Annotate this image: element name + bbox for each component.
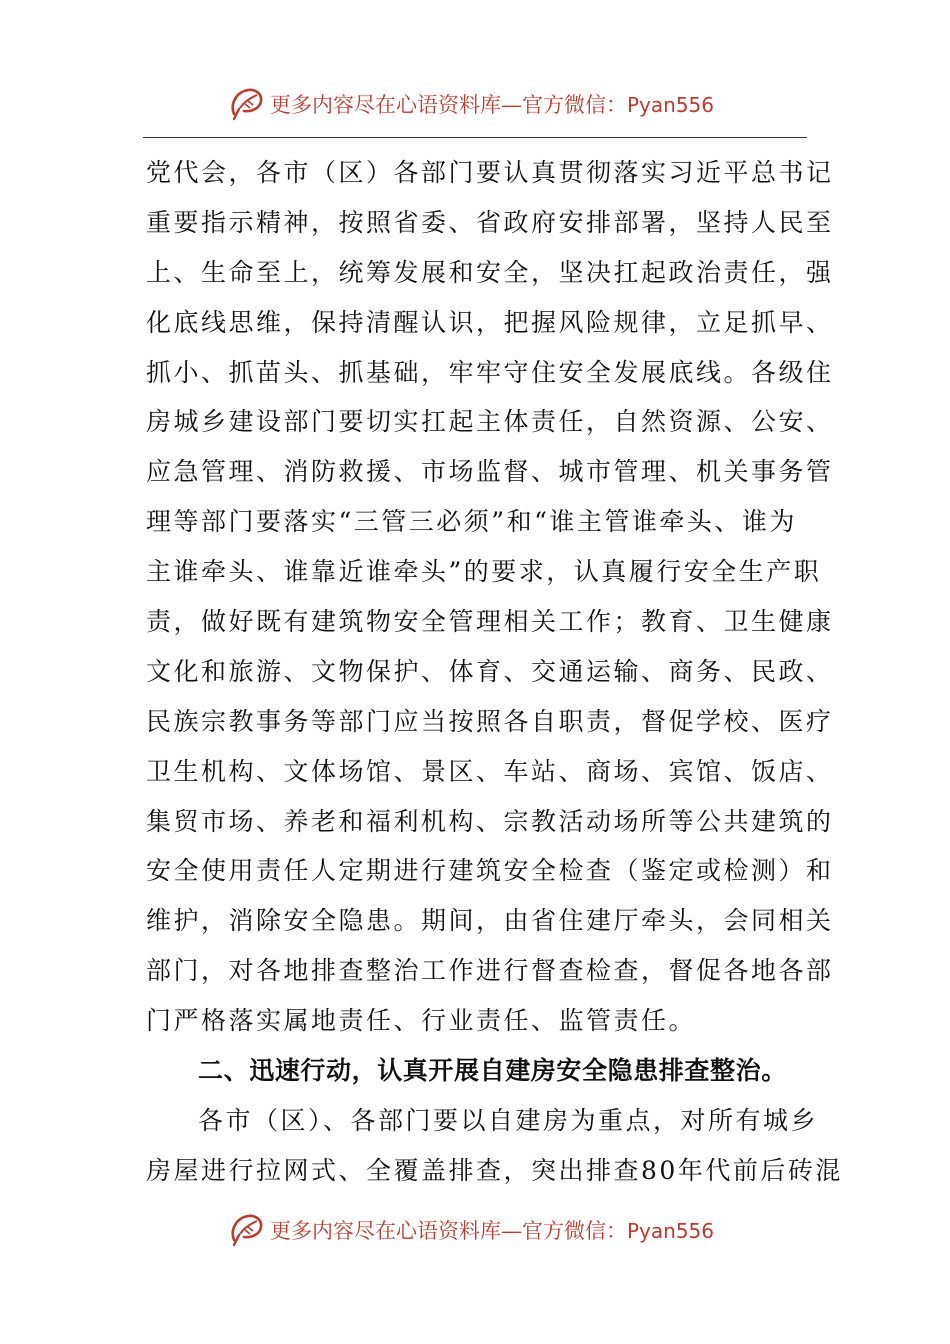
watermark-account: Pyan556 — [627, 1219, 715, 1243]
text-line: 安全使用责任人定期进行建筑安全检查（鉴定或检测）和 — [146, 856, 834, 886]
section-heading: 二、迅速行动，认真开展自建房安全隐患排查整治。 — [198, 1056, 787, 1086]
quill-logo-icon — [226, 84, 266, 124]
watermark-account: Pyan556 — [627, 93, 715, 117]
watermark-text: 更多内容尽在心语资料库—官方微信：Pyan556 — [270, 93, 715, 117]
text-line: 房城乡建设部门要切实扛起主体责任，自然资源、公安、 — [146, 407, 834, 437]
text-line: 文化和旅游、文物保护、体育、交通运输、商务、民政、 — [146, 656, 834, 686]
text-line: 民族宗教事务等部门应当按照各自职责，督促学校、医疗 — [146, 706, 834, 736]
text-line: 抓小、抓苗头、抓基础，牢牢守住安全发展底线。各级住 — [146, 357, 834, 387]
header-watermark — [226, 84, 746, 124]
text-line: 卫生机构、文体场馆、景区、车站、商场、宾馆、饭店、 — [146, 756, 834, 786]
footer-watermark — [226, 1210, 746, 1250]
text-line: 主谁牵头、谁靠近谁牵头”的要求，认真履行安全生产职 — [146, 557, 822, 587]
text-line: 化底线思维，保持清醒认识，把握风险规律，立足抓早、 — [146, 307, 834, 337]
text-line: 责，做好既有建筑物安全管理相关工作；教育、卫生健康 — [146, 607, 834, 637]
text-line: 部门，对各地排查整治工作进行督查检查，督促各地各部 — [146, 956, 834, 986]
quill-logo-icon — [226, 1210, 266, 1250]
watermark-text: 更多内容尽在心语资料库—官方微信：Pyan556 — [270, 1219, 715, 1243]
text-line: 门严格落实属地责任、行业责任、监管责任。 — [146, 1006, 697, 1036]
header-divider — [143, 137, 807, 138]
text-line: 上、生命至上，统筹发展和安全，坚决扛起政治责任，强 — [146, 257, 834, 287]
text-line: 理等部门要落实“三管三必须”和“谁主管谁牵头、谁为 — [146, 507, 797, 537]
text-line: 党代会，各市（区）各部门要认真贯彻落实习近平总书记 — [146, 158, 834, 187]
text-line: 重要指示精神，按照省委、省政府安排部署，坚持人民至 — [146, 207, 834, 237]
text-line: 应急管理、消防救援、市场监督、城市管理、机关事务管 — [146, 457, 834, 487]
text-line: 房屋进行拉网式、全覆盖排查，突出排查80年代前后砖混 — [146, 1155, 843, 1185]
text-line: 维护，消除安全隐患。期间，由省住建厅牵头，会同相关 — [146, 906, 834, 936]
text-line: 集贸市场、养老和福利机构、宗教活动场所等公共建筑的 — [146, 806, 834, 836]
document-body — [146, 148, 843, 1196]
text-line: 各市（区）、各部门要以自建房为重点，对所有城乡 — [198, 1105, 819, 1135]
